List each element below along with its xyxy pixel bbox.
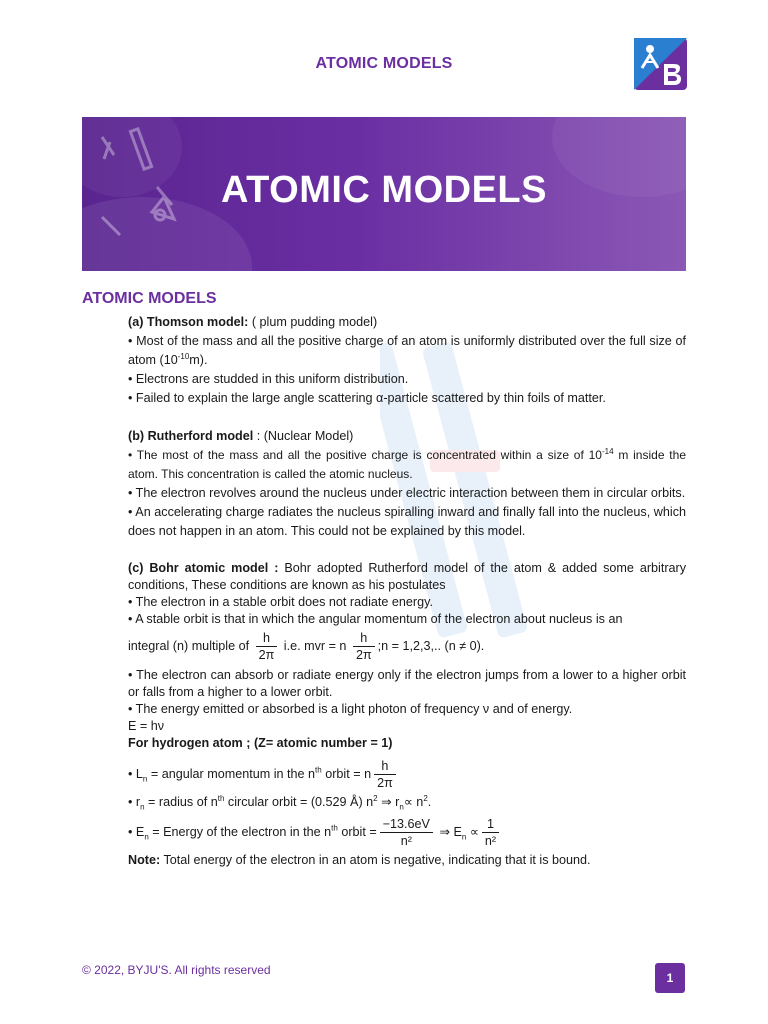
section-heading: ATOMIC MODELS [82, 290, 217, 307]
rn-text-a: = radius of n [144, 795, 218, 809]
rutherford-bullet-1 [128, 446, 686, 484]
rn-superscript-3: 2 [423, 793, 428, 803]
bohr-energy-equation: E = hν [128, 719, 165, 733]
bohr-ie-text: i.e. mvr = n [283, 638, 347, 653]
rn-subscript-2: n [399, 802, 404, 812]
rn-text-b: circular orbit = (0.529 Å) n [224, 795, 374, 809]
rn-superscript-2: 2 [373, 793, 378, 803]
hydrogen-heading: For hydrogen atom ; (Z= atomic number = 1) [128, 736, 393, 750]
rutherford-bullet-3: • An accelerating charge radiates the nucleus spiralling inward and finally fall into the nucleus, which does not happen in an atom. This could not be explained by this model. [128, 505, 686, 538]
rn-superscript: th [217, 793, 225, 803]
ln-fraction [374, 758, 396, 791]
bohr-n-values: ;n = 1,2,3,.. (n ≠ 0). [377, 638, 485, 653]
bohr-bullet-3: • The electron can absorb or radiate energy only if the electron jumps from a lower to a higher orbit or falls from a higher to a lower orbit. [128, 668, 686, 699]
bohr-label: (c) Bohr atomic model : [128, 561, 279, 575]
rn-text-d: ∝ n [403, 795, 424, 809]
byjus-logo [634, 38, 687, 90]
content-body [128, 313, 686, 870]
en-arrow: ⇒ E [435, 824, 462, 839]
rutherford-bullet-2: • The electron revolves around the nucleus under electric interaction between them in circular orbits. [128, 486, 686, 500]
bohr-h-over-2pi [256, 630, 278, 663]
page-header-title: ATOMIC MODELS [315, 55, 453, 72]
frac-denominator: n² [484, 834, 497, 848]
en-subscript-2: n [461, 832, 467, 842]
frac-denominator: 2π [377, 776, 393, 790]
note-line [128, 851, 686, 870]
thomson-heading [128, 313, 686, 332]
bohr-bullet-1: • The electron in a stable orbit does not radiate energy. [128, 595, 433, 609]
thomson-label: (a) Thomson model: [128, 315, 249, 329]
en-symbol: • E [128, 824, 145, 839]
rn-subscript: n [140, 802, 145, 812]
hydrogen-en-line [128, 816, 686, 849]
rutherford-label: (b) Rutherford model [128, 429, 254, 443]
thomson-sublabel: ( plum pudding model) [248, 315, 378, 329]
note-text: Total energy of the electron in an atom is negative, indicating that it is bound. [160, 853, 591, 867]
ln-superscript: th [315, 765, 322, 775]
frac-numerator: h [353, 630, 375, 647]
frac-denominator: 2π [258, 648, 275, 662]
en-proportional: ∝ [466, 824, 479, 839]
ln-text-a: = angular momentum in the n [147, 766, 316, 781]
bohr-integral-text: integral (n) multiple of [128, 638, 250, 653]
en-fraction-2 [482, 816, 499, 849]
rutherford-heading [128, 427, 686, 446]
frac-numerator: h [256, 630, 278, 647]
thomson-bullet-2: • Electrons are studded in this uniform distribution. [128, 372, 409, 386]
thomson-b1-exponent: -10 [177, 351, 190, 361]
en-fraction [380, 816, 433, 849]
title-banner [82, 117, 686, 271]
rutherford-b1-exponent: -14 [601, 447, 614, 456]
footer-copyright: © 2022, BYJU'S. All rights reserved [82, 963, 271, 977]
banner-title: ATOMIC MODELS [221, 169, 547, 211]
frac-numerator: h [374, 758, 396, 775]
bohr-h-over-2pi-2 [353, 630, 375, 663]
frac-denominator: 2π [355, 648, 372, 662]
bohr-bullet-2: • A stable orbit is that in which the angular momentum of the electron about nucleus is an [128, 612, 623, 626]
en-superscript: th [331, 823, 338, 833]
thomson-b1-tail: m). [189, 353, 208, 367]
rn-symbol: • r [128, 795, 141, 809]
hydrogen-rn-line [128, 793, 686, 812]
frac-numerator: −13.6eV [380, 816, 433, 833]
note-label: Note: [128, 853, 161, 867]
bohr-intro [128, 560, 686, 594]
page-number-badge: 1 [655, 963, 685, 993]
thomson-bullet-3: • Failed to explain the large angle scattering α-particle scattered by thin foils of matter. [128, 391, 606, 405]
rutherford-b1-text: • The most of the mass and all the positive charge is concentrated within a size of 10 [128, 448, 602, 462]
hydrogen-ln-line [128, 758, 686, 791]
bohr-bullet-4: • The energy emitted or absorbed is a light photon of frequency ν and of energy. [128, 702, 573, 716]
en-text-b: orbit = [337, 824, 377, 839]
rutherford-sublabel: : (Nuclear Model) [253, 429, 354, 443]
rn-text-c: ⇒ r [377, 795, 400, 809]
en-text-a: = Energy of the electron in the n [148, 824, 332, 839]
en-subscript: n [144, 832, 149, 842]
ln-subscript: n [142, 774, 148, 784]
frac-numerator: 1 [482, 816, 499, 833]
bohr-intro-text: Bohr adopted Rutherford model of the atom & added some arbitrary conditions, These conditions are known as his postulates [128, 561, 687, 592]
frac-denominator: n² [400, 834, 412, 848]
ln-symbol: • L [128, 766, 143, 781]
rutherford-b1-tail: m inside the atom. This concentration is called the atomic nucleus. [128, 448, 686, 481]
thomson-b1-text: • Most of the mass and all the positive charge of an atom is uniformly distributed over the full size of atom (10 [128, 334, 686, 367]
bohr-integral-line [128, 630, 686, 663]
ln-text-b: orbit = n [321, 766, 372, 781]
rn-end: . [427, 795, 432, 809]
thomson-bullet-1 [128, 332, 686, 370]
